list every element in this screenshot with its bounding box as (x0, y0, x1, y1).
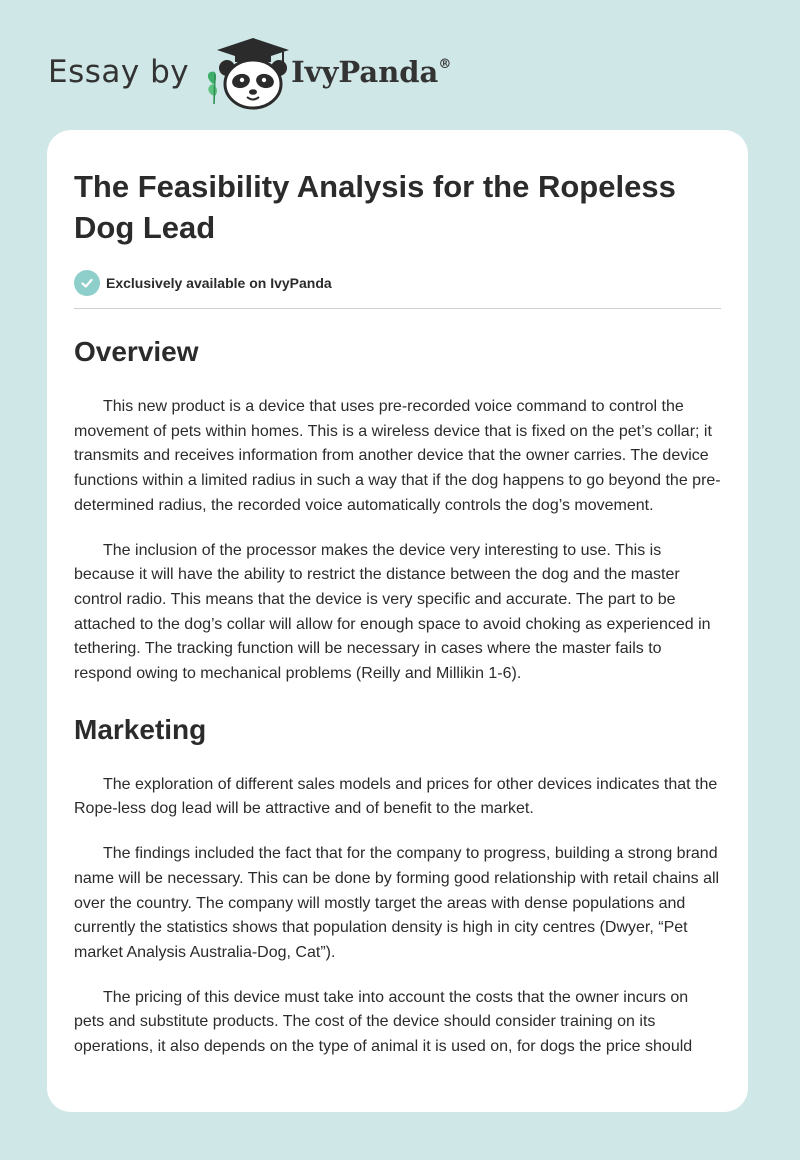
exclusive-badge (74, 270, 721, 296)
title-divider (74, 308, 721, 309)
overview-paragraph-1: This new product is a device that uses pre-recorded voice command to control the movement of pets within homes. This is a wireless device that is fixed on the pet’s collar; it transmits and receives information from another device that the owner carries. The device functions within a limited radius in such a way that if the dog happens to go beyond the pre-determined radius, the recorded voice automatically controls the dog’s movement. (74, 398, 721, 514)
marketing-paragraph-1: The exploration of different sales models and prices for other devices indicates that the Rope-less dog lead will be attractive and of benefit to the market. (74, 775, 718, 818)
brand-header (48, 34, 451, 110)
section-heading-overview: Overview (74, 336, 199, 367)
check-icon (74, 270, 100, 296)
essay-by-label: Essay by (48, 54, 190, 90)
marketing-paragraph-2: The findings included the fact that for the company to progress, building a strong brand name will be necessary. This can be done by forming good relationship with retail chains all over the country. The company will mostly target the areas with dense populations and currently the statistics shows that population density is high in city centres (Dwyer, “Pet market Analysis Australia-Dog, Cat”). (74, 845, 720, 961)
section-heading-marketing: Marketing (74, 713, 207, 745)
overview-paragraph-2: The inclusion of the processor makes the device very interesting to use. This is because it will have the ability to restrict the distance between the dog and the master control radio. This means that the device is very specific and accurate. The part to be attached to the dog’s collar will allow for enough space to avoid choking as experienced in tethering. The tracking function will be necessary in cases where the master fails to respond owing to mechanical problems (Reilly and Millikin 1-6). (74, 541, 711, 683)
marketing-paragraph-3: The pricing of this device must take into account the costs that the owner incurs on pets and substitute products. The cost of the device should consider training on its operations, it also depends on the type of animal it is used on, for dogs the price should (74, 988, 693, 1056)
article-title: The Feasibility Analysis for the Ropeless Dog Lead (74, 169, 676, 245)
registered-mark: ® (438, 57, 452, 72)
exclusive-label: Exclusively available on IvyPanda (106, 275, 332, 291)
article-card (47, 130, 748, 1112)
brand-name: IvyPanda® (291, 55, 452, 89)
panda-logo-icon (203, 34, 299, 110)
